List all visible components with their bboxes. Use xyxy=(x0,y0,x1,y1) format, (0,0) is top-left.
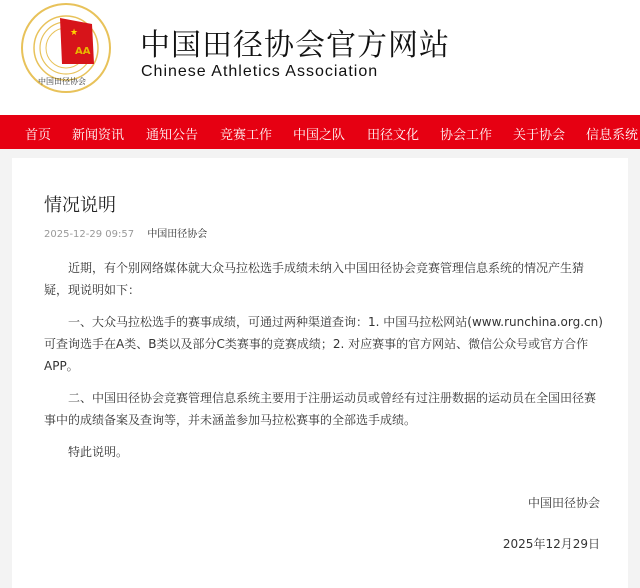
paragraph: 一、大众马拉松选手的赛事成绩，可通过两种渠道查询：1. 中国马拉松网站(www.runchina.org.cn)可查询选手在A类、B类以及部分C类赛事的竞赛成绩；2. 对应赛事的官方网站、微信公众号或官方合作APP。 xyxy=(44,315,603,373)
article-signature: 中国田径协会 xyxy=(527,496,600,510)
paragraph: 近期，有个别网络媒体就大众马拉松选手成绩未纳入中国田径协会竞赛管理信息系统的情况产生猜疑，现说明如下： xyxy=(44,261,585,297)
article-meta xyxy=(44,225,207,240)
nav-about[interactable]: 关于协会 xyxy=(513,128,566,143)
nav-info-system[interactable]: 信息系统 xyxy=(586,128,639,143)
nav-notices[interactable]: 通知公告 xyxy=(146,128,199,143)
site-header xyxy=(0,0,640,115)
article-date: 2025年12月29日 xyxy=(502,537,600,551)
article-body xyxy=(44,257,604,473)
article-source: 中国田径协会 xyxy=(147,229,208,240)
nav-competition[interactable]: 竞赛工作 xyxy=(220,128,273,143)
nav-association-work[interactable]: 协会工作 xyxy=(440,128,493,143)
article-title: 情况说明 xyxy=(44,195,116,216)
cas-logo[interactable] xyxy=(20,2,112,94)
nav-home[interactable]: 首页 xyxy=(25,128,52,143)
svg-text:中国田径协会: 中国田径协会 xyxy=(38,77,86,86)
site-subtitle: Chinese Athletics Association xyxy=(141,63,379,80)
nav-culture[interactable]: 田径文化 xyxy=(367,128,420,143)
main-nav xyxy=(0,115,640,149)
site-title: 中国田径协会官方网站 xyxy=(140,28,450,63)
paragraph: 二、中国田径协会竞赛管理信息系统主要用于注册运动员或曾经有过注册数据的运动员在全国田径赛事中的成绩备案及查询等，并未涵盖参加马拉松赛事的全部选手成绩。 xyxy=(44,391,597,427)
svg-text:AA: AA xyxy=(75,46,91,57)
nav-national-team[interactable]: 中国之队 xyxy=(293,128,346,143)
svg-text:★: ★ xyxy=(70,28,79,38)
paragraph: 特此说明。 xyxy=(68,445,129,459)
nav-news[interactable]: 新闻资讯 xyxy=(72,128,125,143)
article-datetime: 2025-12-29 09:57 xyxy=(44,229,135,240)
